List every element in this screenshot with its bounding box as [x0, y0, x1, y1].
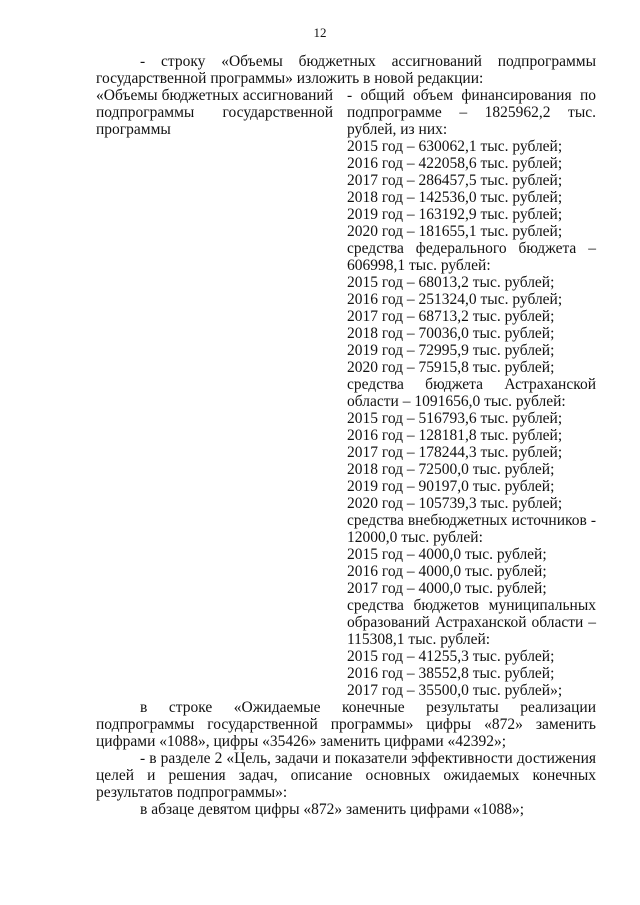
table-line: 2018 год – 142536,0 тыс. рублей;	[347, 189, 563, 206]
paragraph: в абзаце девятом цифры «872» заменить цифрами «1088»;	[140, 801, 525, 818]
page-number: 12	[313, 25, 327, 40]
table-line: средства внебюджетных источников - 12000,0 тыс. рублей:	[347, 512, 596, 546]
table-line: 2017 год – 178244,3 тыс. рублей;	[347, 444, 563, 461]
table-line: средства федерального бюджета – 606998,1 тыс. рублей:	[347, 240, 596, 274]
table-line: 2019 год – 72995,9 тыс. рублей;	[347, 342, 555, 359]
paragraph: в строке «Ожидаемые конечные результаты реализации подпрограммы государственной программы» цифры «872» заменить цифрами «1088», цифры «35426» заменить цифрами «42392»;	[96, 699, 596, 750]
table-line: 2020 год – 75915,8 тыс. рублей;	[347, 359, 555, 376]
table-right-cell	[347, 87, 596, 699]
budget-table	[96, 87, 596, 699]
table-line: 2016 год – 4000,0 тыс. рублей;	[347, 563, 547, 580]
table-line: 2016 год – 38552,8 тыс. рублей;	[347, 665, 555, 682]
document-body	[96, 53, 596, 818]
table-line: 2016 год – 128181,8 тыс. рублей;	[347, 427, 563, 444]
table-line: 2019 год – 163192,9 тыс. рублей;	[347, 206, 563, 223]
table-line: средства бюджетов муниципальных образований Астраханской области – 115308,1 тыс. рублей:	[347, 597, 596, 648]
table-line: 2018 год – 70036,0 тыс. рублей;	[347, 325, 555, 342]
table-line: 2015 год – 4000,0 тыс. рублей;	[347, 546, 547, 563]
table-line: 2015 год – 516793,6 тыс. рублей;	[347, 410, 563, 427]
table-line: 2019 год – 90197,0 тыс. рублей;	[347, 478, 555, 495]
table-left-cell: «Объемы бюджетных ассигнований подпрограммы государственной программы	[96, 87, 333, 138]
table-line: 2015 год – 630062,1 тыс. рублей;	[347, 138, 563, 155]
table-line: 2017 год – 68713,2 тыс. рублей;	[347, 308, 555, 325]
table-line: 2016 год – 422058,6 тыс. рублей;	[347, 155, 563, 172]
table-line: 2016 год – 251324,0 тыс. рублей;	[347, 291, 563, 308]
table-line: средства бюджета Астраханской области – 1091656,0 тыс. рублей:	[347, 376, 596, 410]
table-line: 2017 год – 286457,5 тыс. рублей;	[347, 172, 563, 189]
table-line: 2017 год – 35500,0 тыс. рублей»;	[347, 682, 563, 699]
table-line: 2018 год – 72500,0 тыс. рублей;	[347, 461, 555, 478]
table-line: - общий объем финансирования по подпрограмме – 1825962,2 тыс. рублей, из них:	[347, 87, 596, 138]
intro-paragraph: - строку «Объемы бюджетных ассигнований подпрограммы государственной программы» изложить в новой редакции:	[96, 53, 596, 87]
table-line: 2017 год – 4000,0 тыс. рублей;	[347, 580, 547, 597]
table-line: 2020 год – 181655,1 тыс. рублей;	[347, 223, 563, 240]
paragraph: - в разделе 2 «Цель, задачи и показатели эффективности достижения целей и решения задач, описание основных ожидаемых конечных результатов подпрограммы»:	[96, 750, 596, 801]
table-line: 2015 год – 41255,3 тыс. рублей;	[347, 648, 555, 665]
table-line: 2015 год – 68013,2 тыс. рублей;	[347, 274, 555, 291]
table-line: 2020 год – 105739,3 тыс. рублей;	[347, 495, 563, 512]
